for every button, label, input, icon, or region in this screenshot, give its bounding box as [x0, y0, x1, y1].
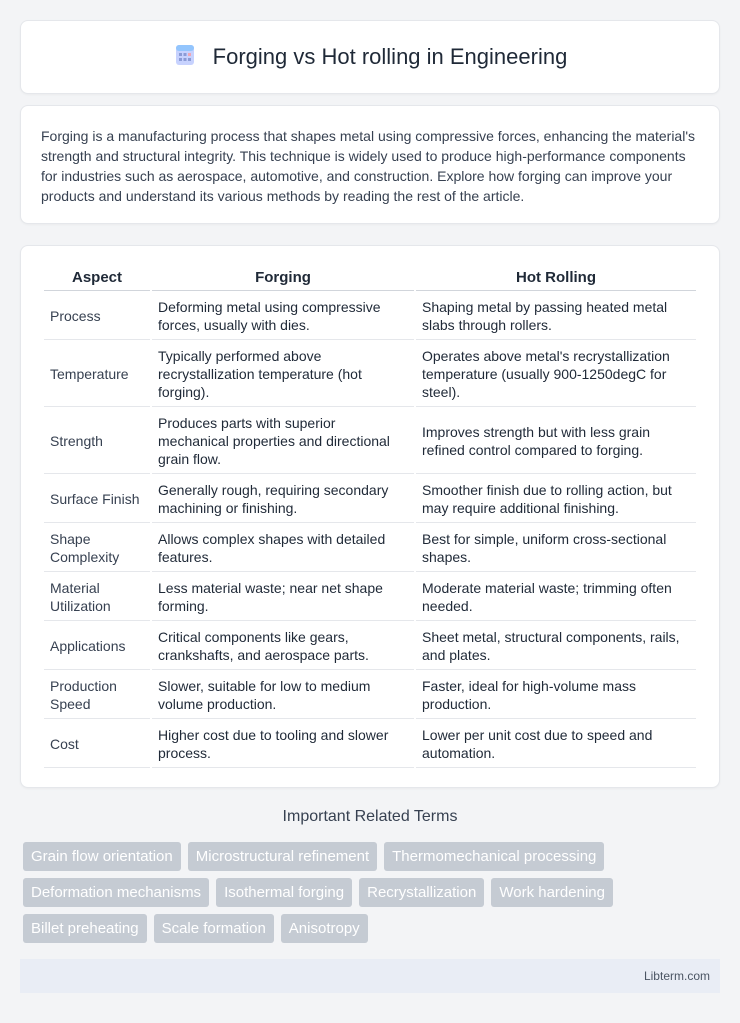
table-cell: Sheet metal, structural components, rails, and plates.: [416, 622, 696, 670]
related-term-tag[interactable]: Billet preheating: [23, 914, 147, 943]
table-cell: Production Speed: [44, 671, 150, 719]
table-row: [44, 720, 696, 768]
table-cell: Operates above metal's recrystallization temperature (usually 900-1250degC for steel).: [416, 341, 696, 407]
table-cell: Improves strength but with less grain refined control compared to forging.: [416, 408, 696, 474]
table-cell: Faster, ideal for high-volume mass production.: [416, 671, 696, 719]
comparison-table-card: [20, 245, 720, 788]
table-cell: Typically performed above recrystallization temperature (hot forging).: [152, 341, 414, 407]
table-row: [44, 573, 696, 621]
related-term-tag[interactable]: Work hardening: [491, 878, 613, 907]
table-cell: Material Utilization: [44, 573, 150, 621]
table-cell: Higher cost due to tooling and slower process.: [152, 720, 414, 768]
table-cell: Deforming metal using compressive forces, usually with dies.: [152, 292, 414, 340]
related-term-tag[interactable]: Thermomechanical processing: [384, 842, 604, 871]
document-icon: [173, 43, 197, 72]
table-cell: Process: [44, 292, 150, 340]
related-term-tag[interactable]: Scale formation: [154, 914, 274, 943]
table-row: [44, 341, 696, 407]
page-title: Forging vs Hot rolling in Engineering: [212, 44, 568, 69]
table-cell: Lower per unit cost due to speed and automation.: [416, 720, 696, 768]
header-forging: Forging: [152, 267, 414, 291]
table-cell: Surface Finish: [44, 475, 150, 523]
related-term-tag[interactable]: Deformation mechanisms: [23, 878, 209, 907]
table-row: [44, 292, 696, 340]
table-row: [44, 408, 696, 474]
table-cell: Moderate material waste; trimming often needed.: [416, 573, 696, 621]
related-term-tag[interactable]: Anisotropy: [281, 914, 368, 943]
comparison-table: [42, 266, 698, 769]
header-aspect: Aspect: [44, 267, 150, 291]
header: [173, 43, 568, 72]
table-cell: Shape Complexity: [44, 524, 150, 572]
related-terms-title: Important Related Terms: [282, 808, 458, 825]
intro-card: [20, 105, 720, 224]
table-cell: Best for simple, uniform cross-sectional shapes.: [416, 524, 696, 572]
related-term-tag[interactable]: Grain flow orientation: [23, 842, 181, 871]
table-cell: Smoother finish due to rolling action, but may require additional finishing.: [416, 475, 696, 523]
table-cell: Applications: [44, 622, 150, 670]
related-term-tag[interactable]: Isothermal forging: [216, 878, 352, 907]
table-cell: Slower, suitable for low to medium volume production.: [152, 671, 414, 719]
header-card: [20, 20, 720, 94]
related-terms-list: [23, 842, 703, 943]
table-cell: Produces parts with superior mechanical properties and directional grain flow.: [152, 408, 414, 474]
table-cell: Less material waste; near net shape forming.: [152, 573, 414, 621]
intro-paragraph: Forging is a manufacturing process that shapes metal using compressive forces, enhancing the material's strength and structural integrity. This technique is widely used to produce high-performance components for industries such as aerospace, automotive, and construction. Explore how forging can improve your products and understand its various methods by reading the rest of the article.: [41, 128, 696, 204]
table-cell: Generally rough, requiring secondary machining or finishing.: [152, 475, 414, 523]
table-row: [44, 622, 696, 670]
related-term-tag[interactable]: Microstructural refinement: [188, 842, 377, 871]
table-cell: Cost: [44, 720, 150, 768]
table-cell: Shaping metal by passing heated metal slabs through rollers.: [416, 292, 696, 340]
footer-link[interactable]: Libterm.com: [643, 969, 710, 983]
related-term-tag[interactable]: Recrystallization: [359, 878, 484, 907]
footer: [20, 959, 720, 993]
table-header-row: [44, 267, 696, 291]
table-cell: Allows complex shapes with detailed features.: [152, 524, 414, 572]
table-cell: Temperature: [44, 341, 150, 407]
table-row: [44, 524, 696, 572]
table-row: [44, 475, 696, 523]
header-hot-rolling: Hot Rolling: [416, 267, 696, 291]
table-cell: Strength: [44, 408, 150, 474]
table-cell: Critical components like gears, crankshafts, and aerospace parts.: [152, 622, 414, 670]
table-row: [44, 671, 696, 719]
